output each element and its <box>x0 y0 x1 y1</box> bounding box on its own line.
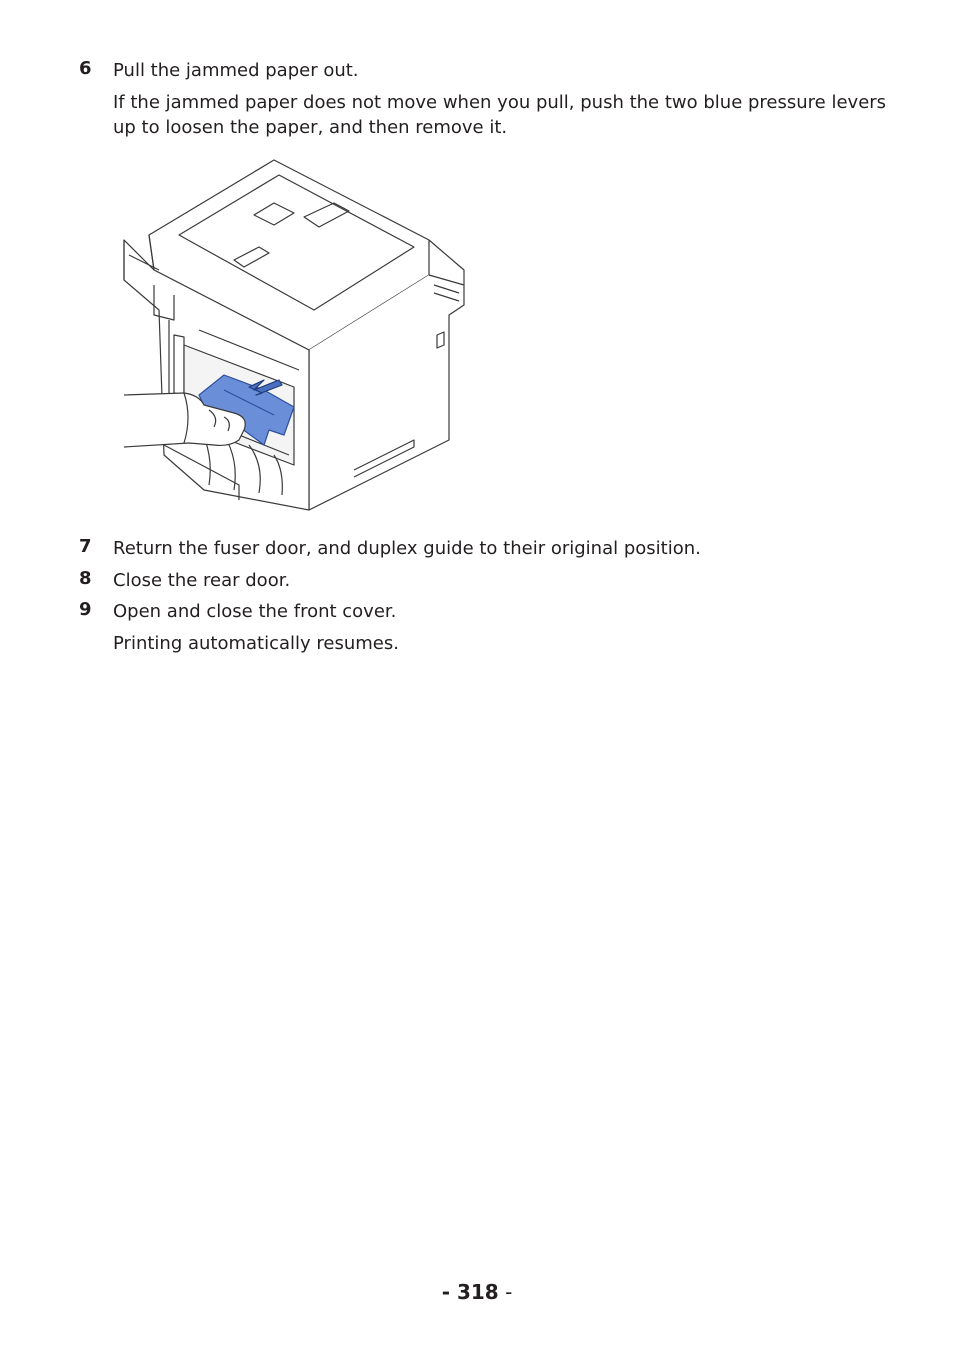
page-number-suffix: - <box>498 1280 513 1304</box>
step-text: Return the fuser door, and duplex guide to their original position. <box>113 538 701 559</box>
step-6-note: If the jammed paper does not move when you pull, push the two blue pressure levers up to loosen the paper, and then remove it. <box>113 92 887 138</box>
page-footer <box>0 1280 954 1304</box>
step-text: Close the rear door. <box>113 570 291 591</box>
printer-paper-jam-illustration <box>114 155 474 519</box>
step-number: 8 <box>79 568 92 589</box>
step-9-note: Printing automatically resumes. <box>113 633 399 654</box>
step-number: 9 <box>79 599 92 620</box>
step-number: 6 <box>79 58 92 79</box>
step-number: 7 <box>79 536 92 557</box>
step-text: Open and close the front cover. <box>113 601 397 622</box>
step-text: Pull the jammed paper out. <box>113 60 359 81</box>
page-number: - 318 <box>441 1280 499 1304</box>
